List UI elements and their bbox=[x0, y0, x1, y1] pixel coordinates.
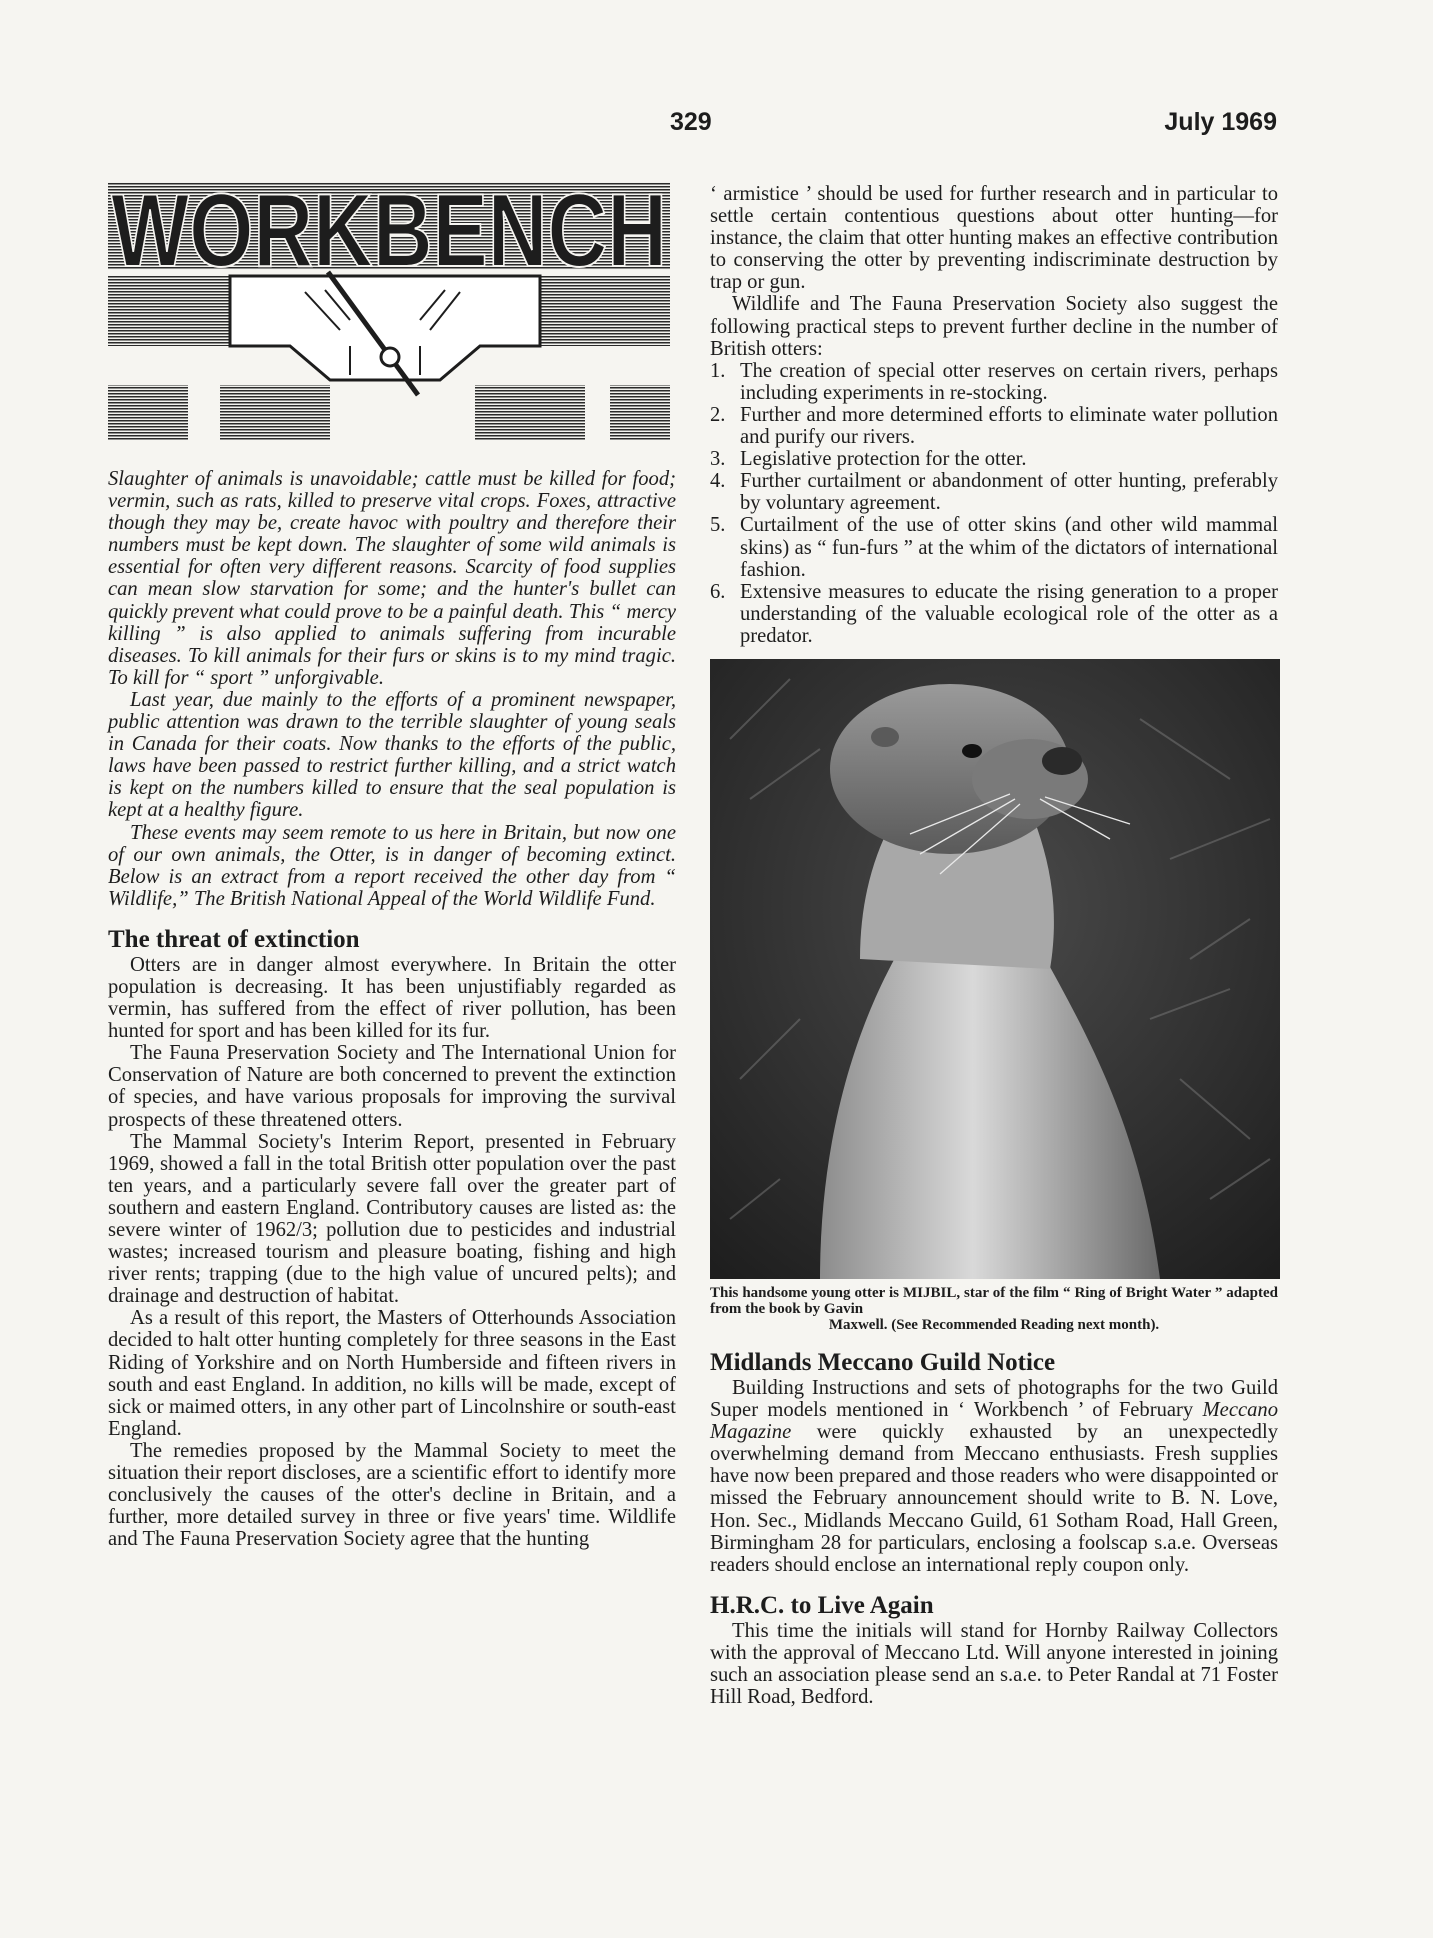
page-number: 329 bbox=[670, 108, 712, 136]
caption-main: This handsome young otter is MIJBIL, star of the film “ Ring of Bright Water ” adapted from the book by Gavin bbox=[710, 1284, 1278, 1317]
issue-date: July 1969 bbox=[1164, 108, 1277, 136]
photo-caption bbox=[710, 1285, 1278, 1333]
steps-list bbox=[710, 360, 1278, 647]
list-item bbox=[710, 514, 1278, 580]
intro-paragraph: Last year, due mainly to the efforts of a prominent newspaper, public attention was drawn to the terrible slaughter of young seals in Canada for their coats. Now thanks to the efforts of the public, laws have been passed to restrict further killing, and a strict watch is kept on the numbers killed to ensure that the seal population is kept at a healthy figure. bbox=[108, 688, 676, 822]
meccano-text-before: Building Instructions and sets of photographs for the two Guild Super models mentioned in ‘ Workbench ’ of February bbox=[710, 1376, 1278, 1422]
intro-paragraph: Slaughter of animals is unavoidable; cattle must be killed for food; vermin, such as rats, killed to preserve vital crops. Foxes, attractive though they may be, create havoc with poultry and therefore their numbers must be kept down. The slaughter of some wild animals is essential for often very different reasons. Scarcity of food supplies can mean slow starvation for some; and the hunter's bullet can quickly prevent what could prove to be a painful death. This “ mercy killing ” is also applied to animals suffering from incurable diseases. To kill animals for their furs or skins is to my mind tragic. To kill for “ sport ” unforgivable. bbox=[108, 468, 676, 689]
article-heading: The threat of extinction bbox=[108, 925, 360, 953]
article-paragraph: Otters are in danger almost everywhere. In Britain the otter population is decreasing. It has been unjustifiably regarded as vermin, has suffered from the effect of river pollution, has been hunted for sport and has been killed for its fur. bbox=[108, 953, 676, 1043]
step-text: The creation of special otter reserves on certain rivers, perhaps including experiments in re-stocking. bbox=[740, 359, 1278, 404]
intro-section bbox=[108, 468, 676, 910]
step-text: Further curtailment or abandonment of otter hunting, preferably by voluntary agreement. bbox=[740, 470, 1278, 515]
step-text: Further and more determined efforts to eliminate water pollution and purify our rivers. bbox=[740, 403, 1278, 449]
list-item bbox=[710, 448, 1278, 470]
article-paragraph: The Fauna Preservation Society and The International Union for Conservation of Nature are both concerned to prevent the extinction of species, and have various proposals for improving the survival prospects of these threatened otters. bbox=[108, 1042, 676, 1131]
meccano-text-after: were quickly exhausted by an unexpectedly overwhelming demand from Meccano enthusiasts. Fresh supplies have now been prepared and those readers who were disappointed or missed the February announcement should write to B. N. Love, Hon. Sec., Midlands Meccano Guild, 61 Sotham Road, Hall Green, Birmingham 28 for particulars, enclosing a foolscap s.a.e. Overseas readers should enclose an international reply coupon only. bbox=[710, 1421, 1278, 1576]
hrc-heading: H.R.C. to Live Again bbox=[710, 1591, 934, 1619]
left-column bbox=[108, 180, 676, 1550]
meccano-notice bbox=[710, 1377, 1278, 1576]
right-column bbox=[710, 183, 1278, 1708]
otter-photo bbox=[710, 659, 1280, 1279]
intro-paragraph: These events may seem remote to us here in Britain, but now one of our own animals, the Otter, is in danger of becoming extinct. Below is an extract from a report received the other day from “ Wildlife,” The British National Appeal of the World Wildlife Fund. bbox=[108, 821, 676, 910]
steps-intro: Wildlife and The Fauna Preservation Society also suggest the following practical steps to prevent further decline in the number of British otters: bbox=[710, 293, 1278, 360]
list-item bbox=[710, 581, 1278, 647]
step-number: 3. bbox=[710, 448, 726, 471]
workbench-logo bbox=[100, 180, 675, 460]
step-number: 5. bbox=[710, 514, 726, 537]
workbench-logo-text: WORKBENCH bbox=[111, 180, 667, 289]
meccano-heading: Midlands Meccano Guild Notice bbox=[710, 1348, 1056, 1376]
step-text: Legislative protection for the otter. bbox=[740, 448, 1027, 471]
step-text: Curtailment of the use of otter skins (and other wild mammal skins) as “ fun-furs ” at the whim of the dictators of international fashion. bbox=[740, 514, 1278, 581]
step-number: 2. bbox=[710, 403, 726, 426]
caption-last: Maxwell. (See Recommended Reading next month). bbox=[828, 1316, 1160, 1333]
article-paragraph: As a result of this report, the Masters of Otterhounds Association decided to halt otter hunting completely for three seasons in the East Riding of Yorkshire and on North Humberside and fifteen rivers in south and east England. In addition, no kills will be made, except of sick or maimed otters, in any other part of Lincolnshire or south-east England. bbox=[108, 1307, 676, 1440]
article-continued: ‘ armistice ’ should be used for further research and in particular to settle certain contentious questions about otter hunting—for instance, the claim that otter hunting makes an effective contribution to conserving the otter by preventing indiscriminate destruction by trap or gun. bbox=[710, 183, 1278, 294]
hrc-text: This time the initials will stand for Hornby Railway Collectors with the approval of Meccano Ltd. Will anyone interested in joining such an association please send an s.a.e. to Peter Randal at 71 Foster Hill Road, Bedford. bbox=[710, 1619, 1278, 1709]
meccano-magazine-title: Meccano Magazine bbox=[710, 1399, 1278, 1444]
list-item bbox=[710, 360, 1278, 404]
article-body bbox=[108, 954, 676, 1551]
article-paragraph: The remedies proposed by the Mammal Society to meet the situation their report discloses, are a scientific effort to identify more conclusively the causes of the otter's decline in Britain, and a further, more detailed survey in three or five years' time. Wildlife and The Fauna Preservation Society agree that the hunting bbox=[108, 1439, 676, 1551]
step-number: 1. bbox=[710, 359, 726, 382]
step-text: Extensive measures to educate the rising generation to a proper understanding of the valuable ecological role of the otter as a predator. bbox=[740, 580, 1278, 647]
list-item bbox=[710, 404, 1278, 448]
step-number: 4. bbox=[710, 470, 726, 493]
step-number: 6. bbox=[710, 580, 726, 603]
list-item bbox=[710, 470, 1278, 514]
article-paragraph: The Mammal Society's Interim Report, presented in February 1969, showed a fall in the total British otter population over the past ten years, and a particularly severe fall over the greater part of southern and eastern England. Contributory causes are listed as: the severe winter of 1962/3; pollution due to pesticides and industrial wastes; increased tourism and pleasure boating, fishing and high river rents; trapping (due to the high value of uncured pelts); and drainage and destruction of habitat. bbox=[108, 1130, 676, 1308]
